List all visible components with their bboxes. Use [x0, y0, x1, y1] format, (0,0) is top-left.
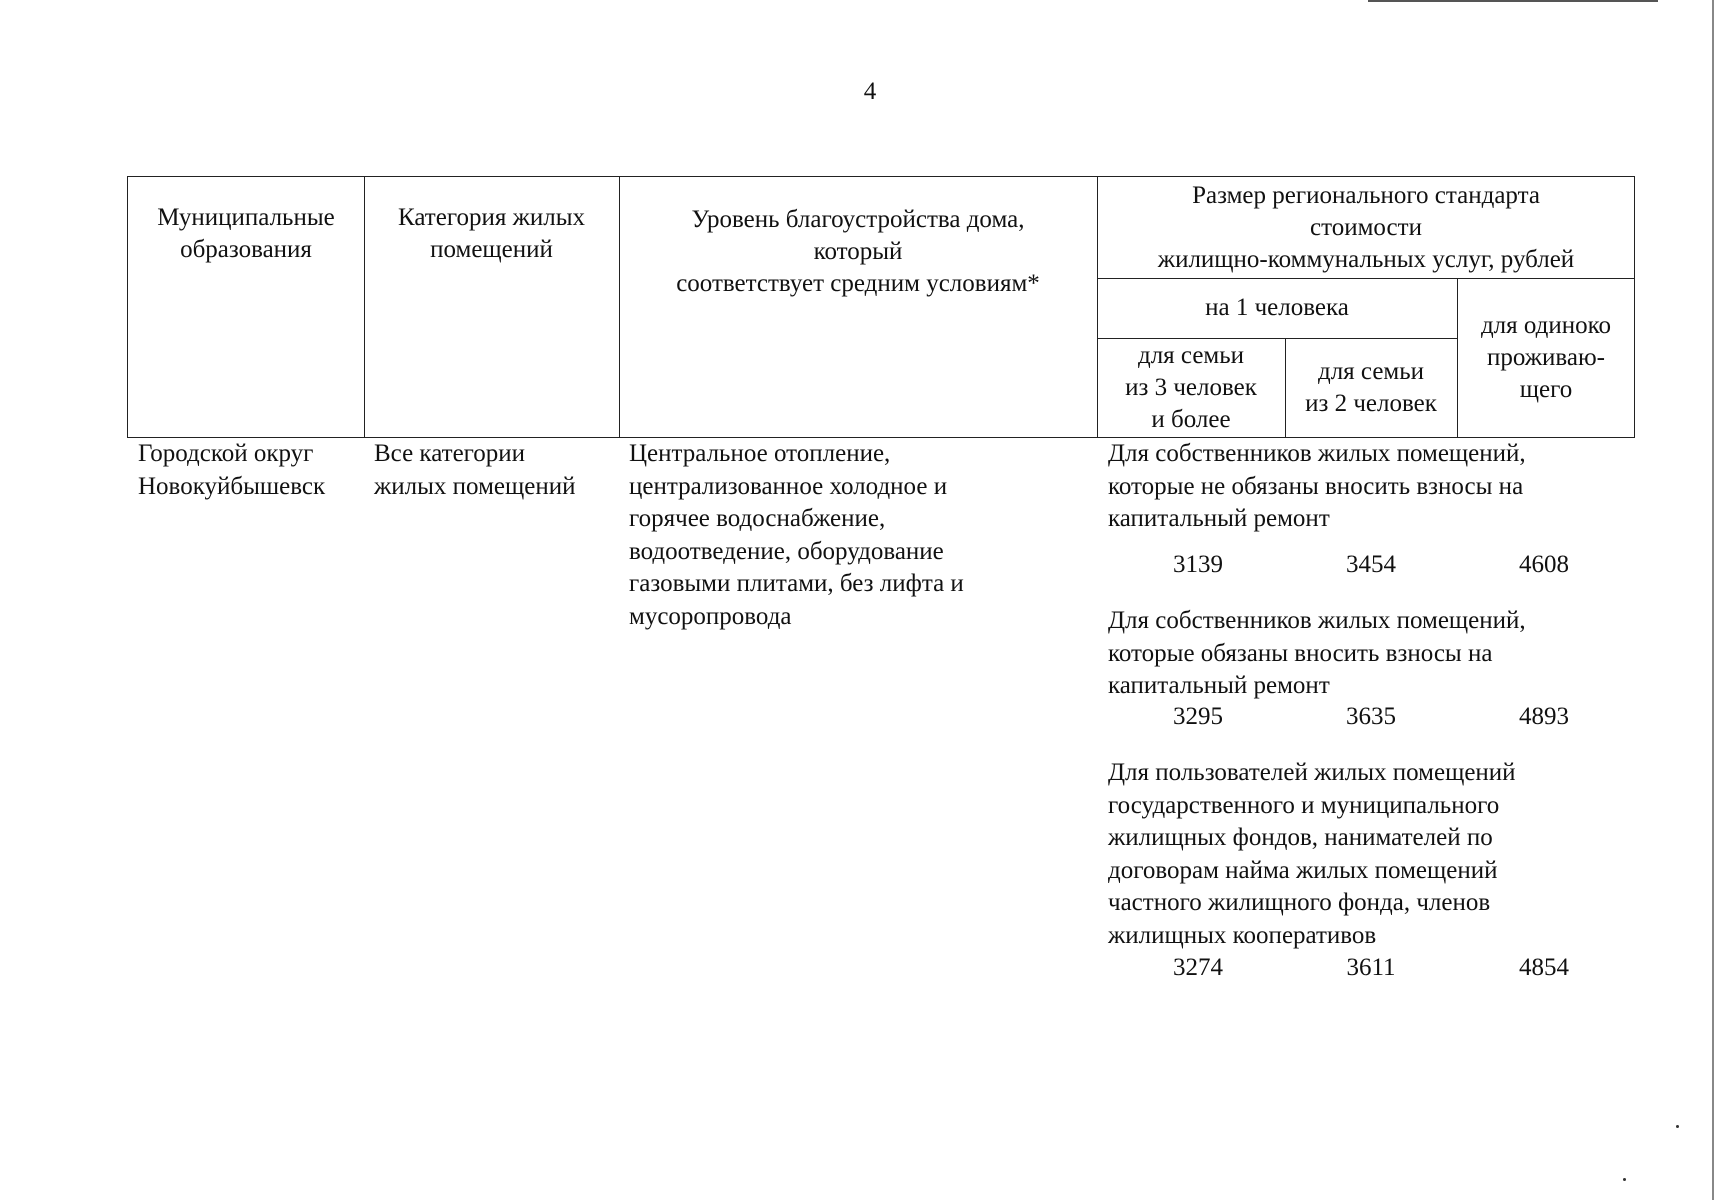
- group-label-line: Для собственников жилых помещений,: [1108, 607, 1526, 634]
- header-family3-line: и более: [1151, 405, 1231, 433]
- group-2-label: [1108, 605, 1526, 703]
- level-line: горячее водоснабжение,: [629, 505, 886, 532]
- header-municipal: [128, 179, 364, 289]
- value-single: 4608: [1519, 551, 1569, 578]
- category-line: Все категории: [374, 440, 526, 467]
- level-line: газовыми плитами, без лифта и: [629, 570, 964, 597]
- group-3-label: [1108, 757, 1516, 952]
- header-level-line: Уровень благоустройства дома,: [691, 206, 1025, 233]
- group-1-values: [1108, 551, 1635, 583]
- header-per-person: [1097, 278, 1457, 338]
- header-family3: [1097, 338, 1285, 437]
- scan-speck: [1623, 1178, 1626, 1181]
- value-family2: 3454: [1346, 551, 1396, 578]
- header-category-line: Категория жилых: [398, 204, 585, 231]
- row-level: [629, 438, 964, 633]
- header-family3-line: из 3 человек: [1125, 373, 1257, 401]
- value-family2: 3611: [1346, 954, 1396, 981]
- page-number: 4: [863, 78, 877, 105]
- group-label-line: договорам найма жилых помещений: [1108, 856, 1498, 884]
- header-family3-line: для семьи: [1137, 341, 1245, 369]
- level-line: Центральное отопление,: [629, 440, 891, 467]
- scan-edge-right: [1712, 0, 1714, 1200]
- header-category-line: помещений: [430, 236, 553, 263]
- row-municipality: [138, 438, 325, 503]
- group-label-line: жилищных фондов, нанимателей по: [1108, 824, 1493, 851]
- group-label-line: капитальный ремонт: [1108, 672, 1330, 699]
- header-standard-line: жилищно-коммунальных услуг, рублей: [1157, 245, 1575, 273]
- municipality-line: Новокуйбышевск: [138, 472, 326, 500]
- group-2-values: [1108, 703, 1635, 735]
- header-standard-line: стоимости: [1310, 213, 1422, 241]
- header-level-line: соответствует средним условиям*: [676, 270, 1040, 297]
- header-family2: [1285, 338, 1457, 437]
- group-label-line: которые обязаны вносить взносы на: [1108, 639, 1493, 667]
- scan-speck: [1676, 1125, 1679, 1128]
- group-label-line: капитальный ремонт: [1108, 505, 1330, 532]
- group-label-line: которые не обязаны вносить взносы на: [1108, 472, 1524, 500]
- group-1-label: [1108, 438, 1526, 536]
- value-single: 4893: [1519, 703, 1569, 730]
- value-family3: 3295: [1173, 703, 1223, 730]
- header-standard: [1097, 177, 1635, 278]
- group-label-line: частного жилищного фонда, членов: [1108, 889, 1491, 916]
- value-family3: 3274: [1173, 954, 1223, 981]
- header-per-person-text: на 1 человека: [1205, 294, 1349, 321]
- header-level-line: который: [813, 238, 903, 265]
- level-line: мусоропровода: [629, 602, 792, 630]
- header-municipal-line: образования: [180, 236, 312, 263]
- header-category: [364, 179, 619, 289]
- header-single-line: щего: [1519, 375, 1573, 403]
- group-label-line: государственного и муниципального: [1108, 791, 1500, 819]
- municipality-line: Городской округ: [138, 440, 314, 467]
- header-single: [1457, 278, 1635, 437]
- category-line: жилых помещений: [374, 472, 576, 500]
- group-label-line: жилищных кооперативов: [1108, 921, 1377, 949]
- header-family2-line: из 2 человек: [1305, 389, 1437, 417]
- header-municipal-line: Муниципальные: [157, 204, 335, 231]
- scan-edge-top: [1368, 0, 1658, 2]
- group-label-line: Для пользователей жилых помещений: [1108, 759, 1516, 786]
- table-header: [127, 176, 1635, 438]
- value-family3: 3139: [1173, 551, 1223, 578]
- header-single-line: проживаю-: [1487, 343, 1605, 371]
- header-standard-line: Размер регионального стандарта: [1192, 181, 1540, 209]
- group-3-values: [1108, 954, 1635, 986]
- row-category: [374, 438, 575, 503]
- header-single-line: для одиноко: [1480, 311, 1612, 339]
- header-family2-line: для семьи: [1317, 357, 1425, 385]
- value-family2: 3635: [1346, 703, 1396, 730]
- header-level: [619, 187, 1097, 317]
- level-line: водоотведение, оборудование: [629, 537, 944, 565]
- value-single: 4854: [1519, 954, 1569, 981]
- group-label-line: Для собственников жилых помещений,: [1108, 440, 1526, 467]
- level-line: централизованное холодное и: [629, 472, 948, 500]
